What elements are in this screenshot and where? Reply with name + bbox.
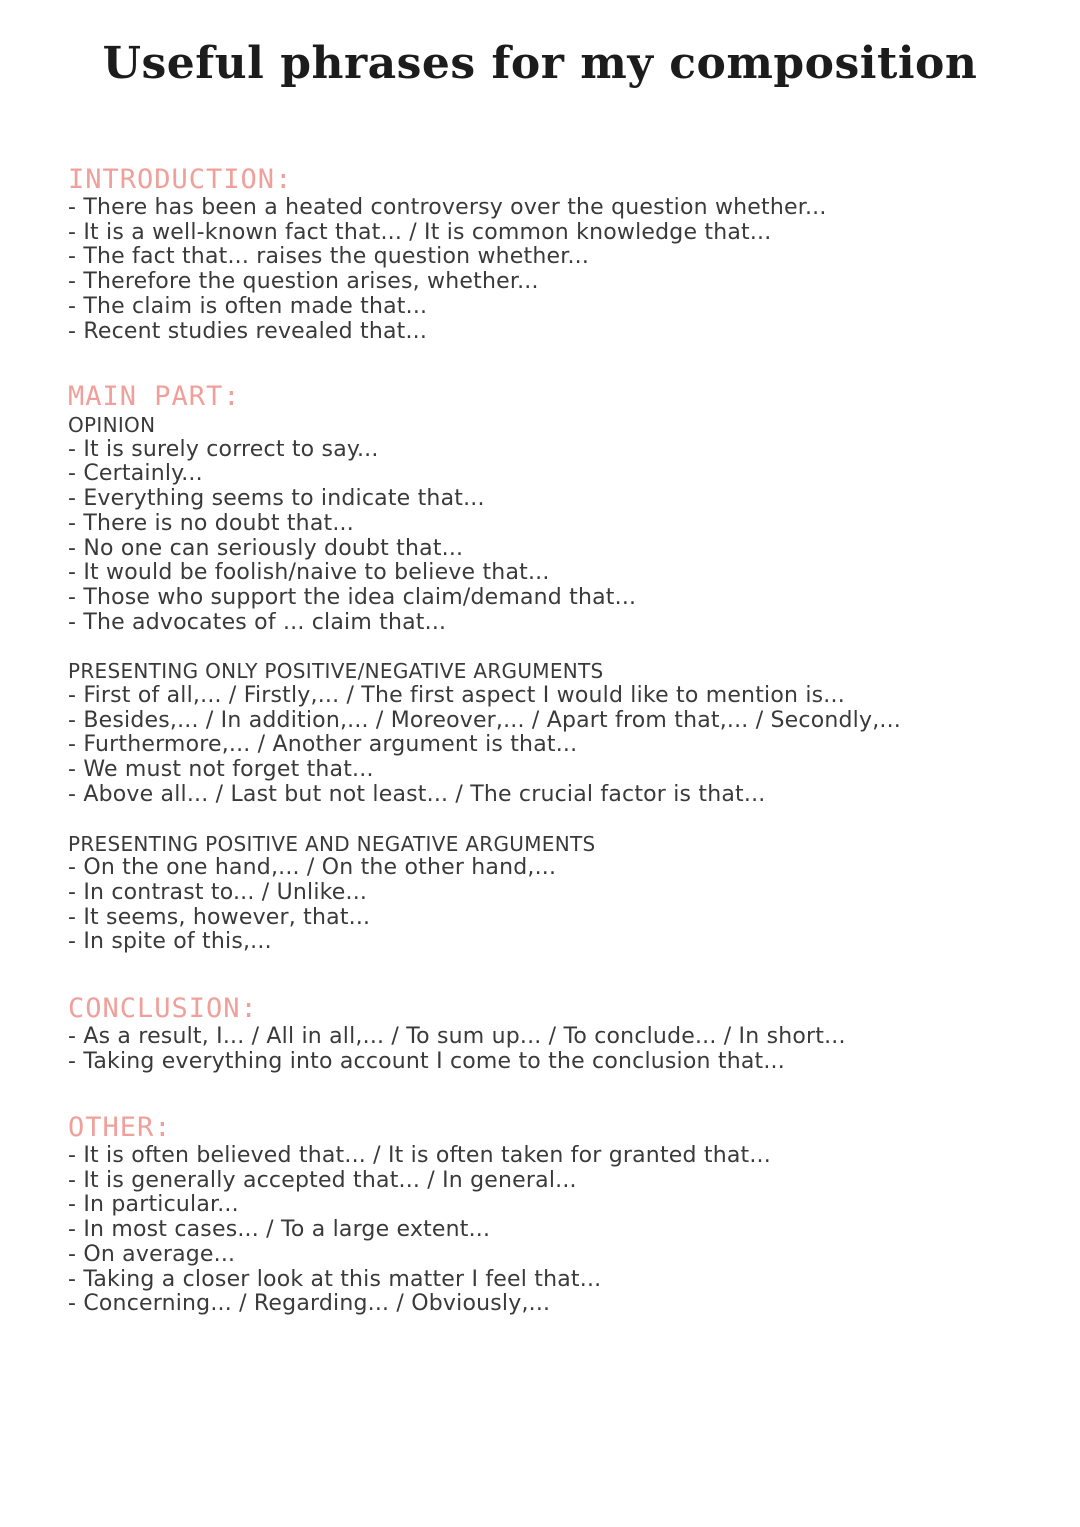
phrase-line: - In most cases... / To a large extent... — [68, 1217, 491, 1243]
pos-and-neg-label: PRESENTING POSITIVE AND NEGATIVE ARGUMENTS — [68, 831, 596, 856]
conclusion-section — [68, 993, 1048, 1074]
other-list — [68, 1144, 1048, 1317]
phrase-line: - Besides,... / In addition,... / Moreover,... / Apart from that,... / Secondly,... — [68, 707, 901, 733]
phrase-line: - In particular... — [68, 1192, 239, 1218]
phrase-line: - There has been a heated controversy over the question whether... — [68, 195, 827, 220]
phrase-line: - Taking a closer look at this matter I feel that... — [68, 1266, 602, 1292]
only-pos-neg-label: PRESENTING ONLY POSITIVE/NEGATIVE ARGUMENTS — [68, 659, 604, 684]
phrase-line: - Everything seems to indicate that... — [68, 486, 485, 512]
main-part-heading: MAIN PART: — [68, 381, 241, 412]
phrase-line: - It seems, however, that... — [68, 904, 371, 930]
opinion-label: OPINION — [68, 413, 156, 437]
phrase-line: - It is a well-known fact that... / It is common knowledge that... — [68, 219, 772, 245]
other-heading: OTHER: — [68, 1112, 172, 1143]
phrase-line: - Therefore the question arises, whether... — [68, 269, 539, 295]
phrase-line: - Furthermore,... / Another argument is that... — [68, 732, 578, 758]
phrase-line: - Certainly... — [68, 461, 203, 487]
pos-and-neg-list — [68, 856, 1048, 955]
phrase-line: - No one can seriously doubt that... — [68, 535, 464, 561]
phrase-line: - Taking everything into account I come to the conclusion that... — [68, 1048, 785, 1074]
phrase-line: - As a result, I... / All in all,... / To sum up... / To conclude... / In short... — [68, 1024, 846, 1049]
phrase-line: - First of all,... / Firstly,... / The first aspect I would like to mention is... — [68, 683, 845, 709]
phrase-line: - Concerning... / Regarding... / Obviously,... — [68, 1291, 551, 1317]
phrase-line: - Above all... / Last but not least... / The crucial factor is that... — [68, 781, 766, 807]
introduction-section — [68, 164, 1048, 344]
conclusion-list — [68, 1025, 1048, 1074]
phrase-line: - In spite of this,... — [68, 929, 272, 955]
phrase-line: - It is surely correct to say... — [68, 436, 379, 462]
only-pos-neg-list — [68, 684, 1048, 808]
page-title: Useful phrases for my composition — [102, 38, 978, 89]
phrase-line: - On the one hand,... / On the other hand,... — [68, 855, 557, 881]
phrase-line: - It is often believed that... / It is often taken for granted that... — [68, 1143, 771, 1168]
phrase-line: - It would be foolish/naive to believe that... — [68, 560, 550, 586]
introduction-heading: INTRODUCTION: — [68, 164, 293, 195]
phrase-line: - The fact that... raises the question whether... — [68, 244, 590, 270]
other-section — [68, 1112, 1048, 1317]
opinion-list — [68, 438, 1048, 636]
introduction-list — [68, 196, 1048, 344]
phrase-line: - There is no doubt that... — [68, 510, 354, 536]
phrase-line: - In contrast to... / Unlike... — [68, 879, 368, 905]
phrase-line: - Those who support the idea claim/demand that... — [68, 584, 637, 610]
conclusion-heading: CONCLUSION: — [68, 993, 258, 1024]
main-part-section — [68, 381, 1048, 955]
phrase-line: - Recent studies revealed that... — [68, 318, 428, 344]
phrase-line: - We must not forget that... — [68, 757, 374, 783]
phrase-line: - The claim is often made that... — [68, 293, 428, 319]
phrase-line: - It is generally accepted that... / In general... — [68, 1167, 577, 1193]
phrase-line: - The advocates of ... claim that... — [68, 609, 447, 635]
phrase-line: - On average... — [68, 1241, 236, 1267]
